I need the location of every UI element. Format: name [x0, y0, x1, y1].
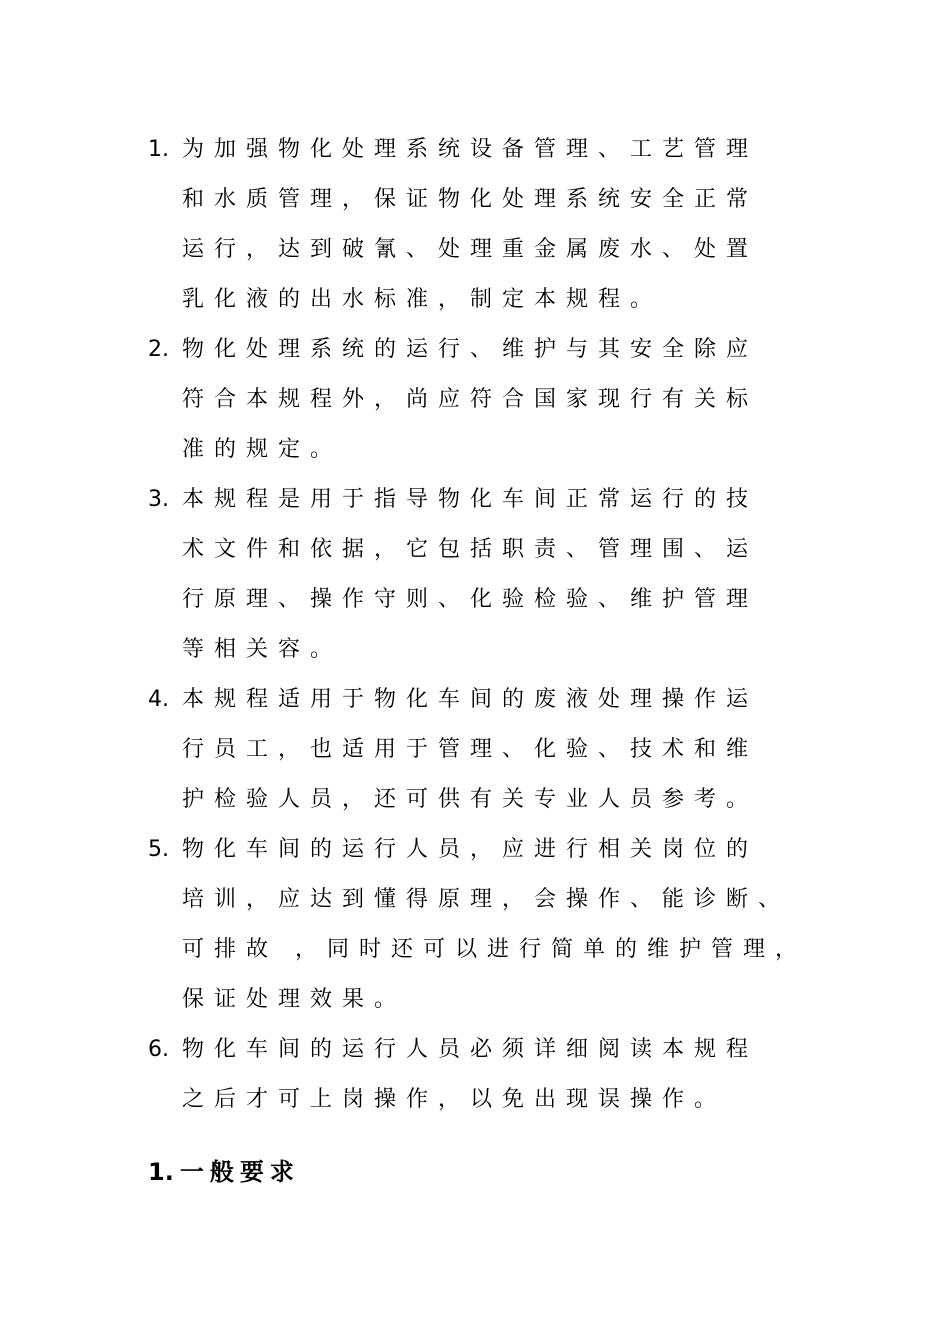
text-line: 可排故 ，同时还可以进行简单的维护管理， — [182, 937, 807, 962]
list-item — [148, 1025, 828, 1125]
section-heading-text: 一般要求 — [179, 1158, 300, 1186]
section-heading-number: 1. — [148, 1158, 174, 1186]
text-line: 物化车间的运行人员，应进行相关岗位的 — [182, 837, 759, 862]
text-line: 等相关容。 — [182, 637, 343, 662]
text-line: 本规程适用于物化车间的废液处理操作运 — [182, 687, 759, 712]
list-item — [148, 325, 828, 475]
text-line: 和水质管理，保证物化处理系统安全正常 — [182, 187, 759, 212]
list-item-text — [182, 125, 828, 325]
text-line: 之后才可上岗操作，以免出现误操作。 — [182, 1087, 727, 1112]
text-line: 本规程是用于指导物化车间正常运行的技 — [182, 487, 759, 512]
text-line: 准的规定。 — [182, 437, 343, 462]
text-line: 物化处理系统的运行、维护与其安全除应 — [182, 337, 759, 362]
text-line: 符合本规程外，尚应符合国家现行有关标 — [182, 387, 759, 412]
list-item-number: 2. — [148, 337, 169, 362]
list-item-text — [182, 325, 828, 475]
list-item-number: 6. — [148, 1037, 169, 1062]
list-item-text — [182, 675, 828, 825]
text-line: 行原理、操作守则、化验检验、维护管理 — [182, 587, 759, 612]
list-item-number: 3. — [148, 487, 169, 512]
text-line: 行员工，也适用于管理、化验、技术和维 — [182, 737, 759, 762]
list-item-number: 1. — [148, 137, 169, 162]
list-item — [148, 675, 828, 825]
list-item — [148, 475, 828, 675]
text-line: 护检验人员，还可供有关专业人员参考。 — [182, 787, 759, 812]
text-line: 乳化液的出水标准，制定本规程。 — [182, 287, 663, 312]
section-heading — [148, 1150, 300, 1194]
text-line: 为加强物化处理系统设备管理、工艺管理 — [182, 137, 759, 162]
text-line: 物化车间的运行人员必须详细阅读本规程 — [182, 1037, 759, 1062]
numbered-list — [148, 125, 828, 1125]
list-item — [148, 125, 828, 325]
list-item-number: 5. — [148, 837, 169, 862]
list-item-text — [182, 475, 828, 675]
text-line: 培训，应达到懂得原理，会操作、能诊断、 — [182, 887, 791, 912]
list-item-text — [182, 1025, 828, 1125]
text-line: 运行，达到破氰、处理重金属废水、处置 — [182, 237, 759, 262]
list-item-number: 4. — [148, 687, 169, 712]
list-item-text — [182, 825, 828, 1025]
list-item — [148, 825, 828, 1025]
text-line: 保证处理效果。 — [182, 987, 407, 1012]
text-line: 术文件和依据，它包括职责、管理围、运 — [182, 537, 759, 562]
